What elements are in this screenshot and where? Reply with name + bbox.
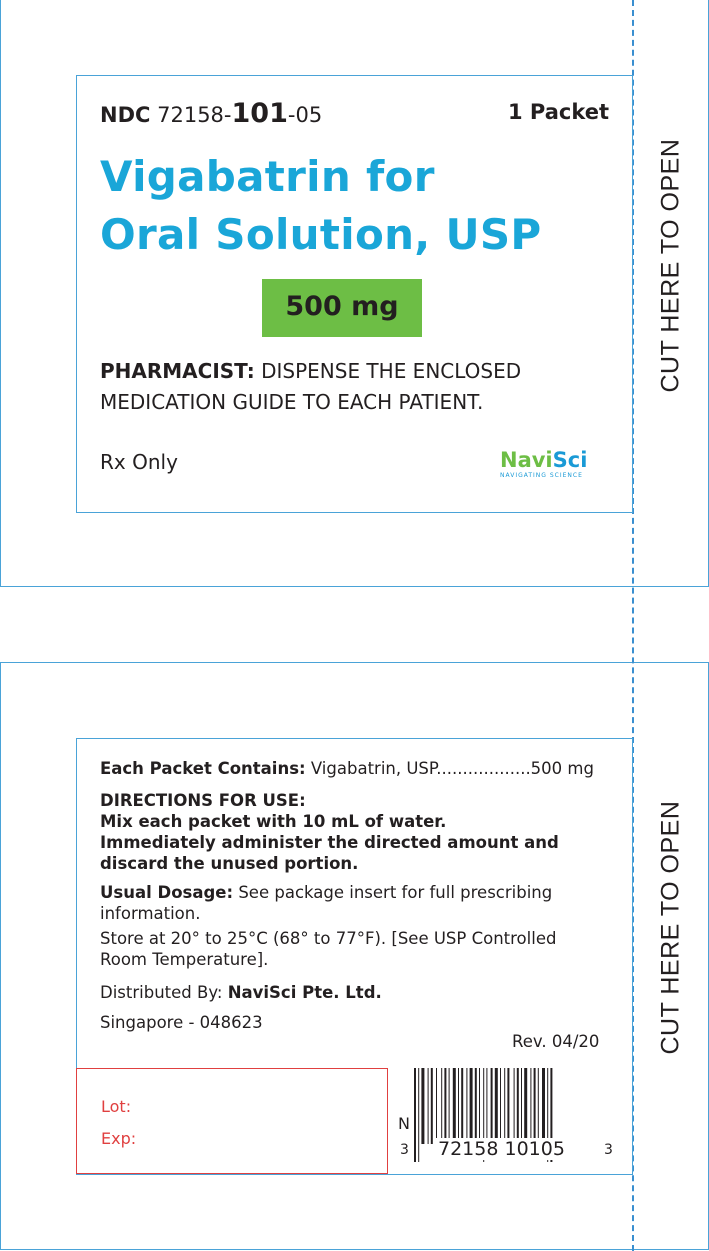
storage-instructions: Store at 20° to 25°C (68° to 77°F). [See USP Controlled Room Temperature].	[100, 929, 557, 969]
barcode	[398, 1066, 620, 1166]
barcode-bar	[500, 1068, 501, 1144]
barcode-bar	[421, 1068, 424, 1144]
barcode-bar	[517, 1068, 519, 1144]
packet-contents: Each Packet Contains: Vigabatrin, USP..................500 mg	[100, 759, 594, 778]
barcode-bar	[449, 1068, 450, 1144]
strength-badge: 500 mg	[262, 279, 422, 337]
product-title: Vigabatrin for Oral Solution, USP	[100, 152, 542, 259]
cut-here-label-bottom: CUT HERE TO OPEN	[656, 800, 685, 1055]
barcode-bar	[431, 1068, 433, 1144]
barcode-bar	[521, 1068, 522, 1144]
barcode-digits: 72158 10105	[438, 1138, 565, 1160]
barcode-bar	[534, 1068, 536, 1144]
barcode-bar	[461, 1068, 463, 1144]
barcode-bar	[538, 1068, 539, 1144]
packet-count: 1 Packet	[508, 100, 610, 124]
barcode-bar	[524, 1068, 527, 1144]
barcode-bar	[453, 1068, 456, 1144]
lot-exp-box	[76, 1068, 388, 1174]
lot-label: Lot:	[101, 1097, 132, 1116]
barcode-bar	[479, 1068, 480, 1144]
revision-code: Rev. 04/20	[512, 1032, 600, 1051]
barcode-bar	[418, 1068, 419, 1162]
barcode-bar	[466, 1068, 467, 1144]
navisci-logo: NaviSci NAVIGATING SCIENCE	[500, 448, 588, 479]
barcode-bar	[504, 1068, 505, 1144]
barcode-bar	[507, 1068, 509, 1144]
barcode-bar	[491, 1068, 493, 1144]
barcode-right-digit: 3	[604, 1142, 613, 1158]
distributor-line: Distributed By: NaviSci Pte. Ltd.	[100, 983, 382, 1002]
ndc-code: NDC 72158-101-05	[100, 98, 323, 129]
barcode-bar	[486, 1068, 487, 1144]
cut-here-label-top: CUT HERE TO OPEN	[656, 138, 685, 393]
directions-for-use: DIRECTIONS FOR USE: Mix each packet with 10 mL of water. Immediately administer the directed amount and discard the unused portion.	[100, 791, 559, 873]
barcode-bar	[495, 1068, 498, 1144]
barcode-bar	[542, 1068, 545, 1144]
barcode-bar	[436, 1068, 437, 1144]
barcode-bar	[514, 1068, 515, 1144]
barcode-bar	[530, 1068, 531, 1144]
barcode-bar	[414, 1068, 416, 1162]
barcode-bar	[458, 1068, 459, 1144]
barcode-bar	[428, 1068, 429, 1144]
barcode-left-digit: 3	[400, 1142, 409, 1158]
barcode-bar	[475, 1068, 477, 1144]
distributor-address: Singapore - 048623	[100, 1013, 263, 1032]
barcode-bar	[444, 1068, 446, 1144]
barcode-bar	[441, 1068, 442, 1144]
rx-only: Rx Only	[100, 450, 178, 474]
usual-dosage: Usual Dosage: See package insert for full prescribing information.	[100, 883, 553, 923]
barcode-bar	[470, 1068, 473, 1144]
exp-label: Exp:	[101, 1129, 137, 1148]
pharmacist-notice: PHARMACIST: DISPENSE THE ENCLOSED MEDICATION GUIDE TO EACH PATIENT.	[100, 359, 522, 414]
barcode-n: N	[398, 1114, 410, 1133]
